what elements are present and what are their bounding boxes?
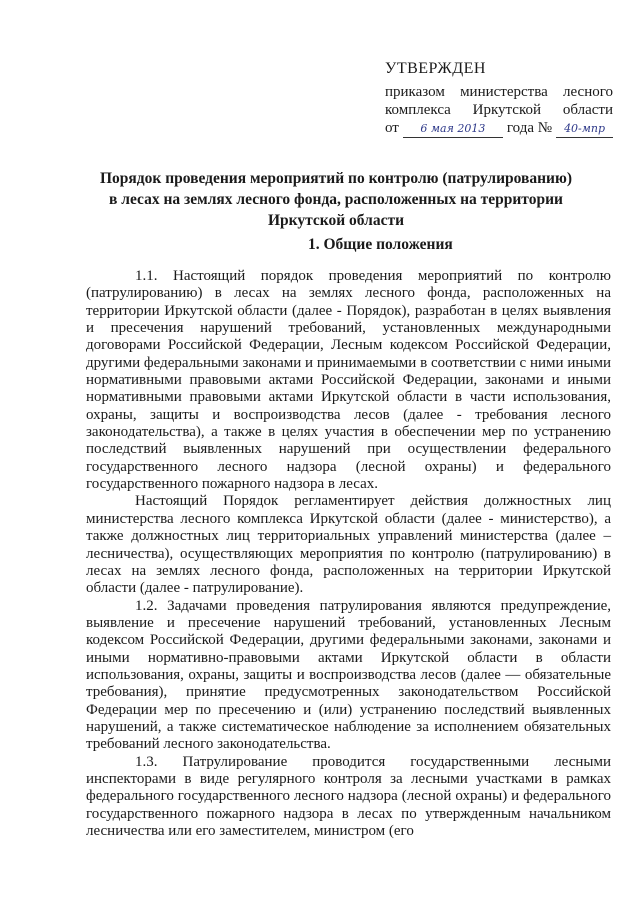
section-heading: 1. Общие положения (308, 236, 453, 253)
handwritten-date: 6 мая 2013 (403, 120, 503, 138)
approval-heading: УТВЕРЖДЕН (385, 60, 486, 77)
approval-line-2: комплекса Иркутской области (385, 102, 613, 118)
document-title: Порядок проведения мероприятий по контролю (патрулированию) в лесах на землях лесного фонда, расположенных на территории Иркутской области (99, 170, 572, 229)
handwritten-order-number: 40-мпр (556, 120, 613, 138)
paragraph: Настоящий Порядок регламентирует действия должностных лиц министерства лесного комплекса Иркутской области (далее - министерство), а также должностных лиц территориальных управлений министерства (далее – лесничества), осуществляющих мероприятия по контролю (патрулированию) в лесах на землях лесного фонда, расположенных на территории Иркутской области (далее - патрулирование). (86, 493, 611, 597)
paragraph: 1.3. Патрулирование проводится государственными лесными инспекторами в виде регулярного контроля за лесными участками в рамках федерального государственного лесного надзора (лесной охраны) и федерального государственного пожарного надзора в лесах по утвержденным начальником лесничества или его заместителем, министром (его (86, 753, 611, 839)
approval-line-1: приказом министерства лесного (385, 84, 613, 100)
paragraph: 1.2. Задачами проведения патрулирования являются предупреждение, выявление и пресечение нарушений требований, установленных Лесным кодексом Российской Федерации, другими федеральными законами, законами и иными нормативно-правовыми актами Иркутской области в области использования, охраны, защиты и воспроизводства лесов (далее — обязательные требования), принятие предусмотренных законодательством Российской Федерации мер по пресечению и (или) устранению последствий выявленных нарушений, а также систематическое наблюдение за исполнением обязательных требований лесного законодательства. (86, 597, 611, 753)
document-body (86, 268, 611, 840)
paragraph: 1.1. Настоящий порядок проведения мероприятий по контролю (патрулированию) в лесах на землях лесного фонда, расположенных на территории Иркутской области (далее - Порядок), разработан в целях выявления и пресечения нарушений требований, установленных международными договорами Российской Федерации, Лесным кодексом Российской Федерации, другими федеральными законами и принимаемыми в соответствии с ними иными нормативными правовыми актами Российской Федерации, законами и иными нормативными правовыми актами Иркутской области в части использования, охраны, защиты и воспроизводства лесов (далее - требования лесного законодательства), а также в целях участия в обеспечении мер по устранению последствий выявленных нарушений при осуществлении федерального государственного лесного надзора (лесной охраны) и федерального государственного пожарного надзора в лесах. (86, 268, 611, 493)
approval-order-line (385, 119, 613, 138)
approval-stamp (385, 60, 613, 138)
from-label: от (385, 120, 399, 136)
year-label: года № (506, 120, 553, 136)
